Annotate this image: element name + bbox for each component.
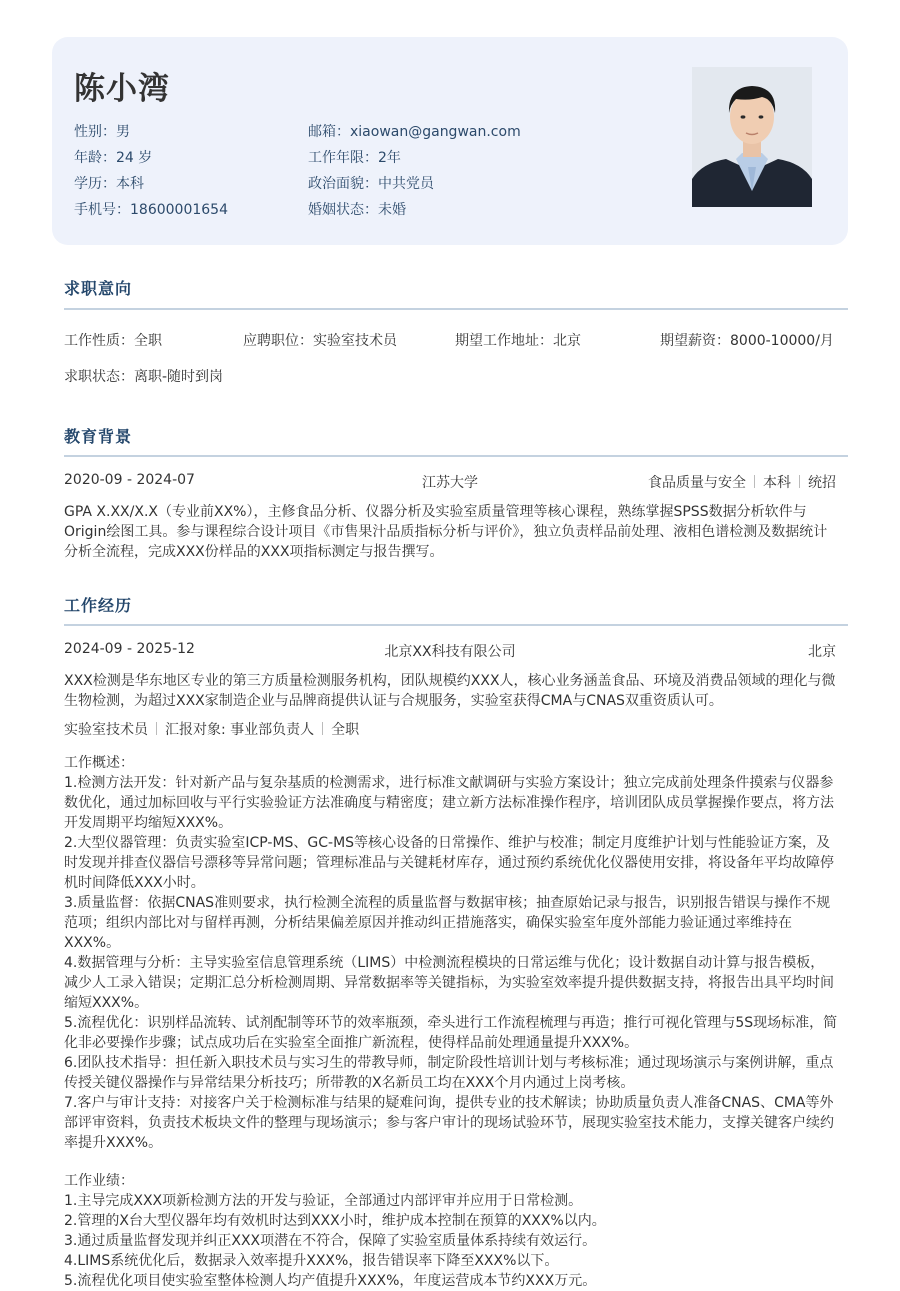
section-divider: [64, 624, 848, 626]
portrait-icon: [692, 67, 812, 207]
info-marital-status: 婚姻状态：未婚: [308, 202, 406, 218]
basic-info-right: [308, 119, 521, 223]
education-entry-header: [64, 472, 836, 492]
work-company: 北京XX科技有限公司: [384, 644, 516, 660]
work-report-to: 汇报对象: 事业部负责人: [165, 722, 315, 738]
intent-location: 期望工作地址：北京: [455, 333, 581, 349]
education-major: 食品质量与安全: [648, 475, 746, 491]
info-education: 学历：本科: [74, 176, 144, 192]
education-period: 2020-09 - 2024-07: [64, 472, 195, 488]
info-email: 邮箱：xiaowan@gangwan.com: [308, 124, 521, 140]
work-achievements: 工作业绩： 1.主导完成XXX项新检测方法的开发与验证，全部通过内部评审并应用于日常检测。 2.管理的X台大型仪器年均有效机时达到XXX小时，维护成本控制在预算的XXX%以内。 3.通过质量监督发现并纠正XXX项潜在不符合，保障了实验室质量体系持续有效运行。 4.LIMS系统优化后，数据录入效率提升XXX%，报告错误率下降至XXX%以下。 5.流程优化项目使实验室整体检测人均产值提升XXX%，年度运营成本节约XXX万元。: [64, 1171, 836, 1291]
intent-salary: 期望薪资：8000-10000/月: [660, 333, 834, 349]
work-city: 北京: [808, 644, 836, 660]
work-job-type: 全职: [331, 722, 360, 738]
work-role-tags: [64, 719, 359, 739]
work-role: 实验室技术员: [64, 722, 148, 738]
intent-work-type: 工作性质：全职: [64, 333, 162, 349]
work-period: 2024-09 - 2025-12: [64, 641, 195, 657]
basic-info-left: [74, 119, 228, 223]
section-title-work: 工作经历: [64, 596, 133, 615]
work-overview: 工作概述： 1.检测方法开发：针对新产品与复杂基质的检测需求，进行标准文献调研与实验方案设计；独立完成前处理条件摸索与仪器参 数优化，通过加标回收与平行实验验证方法准确度与精密度；建立新方法标准操作程序，培训团队成员掌握操作要点，将方法 开发周期平均缩短XXX%。 2.大型仪器管理：负责实验室ICP-MS、GC-MS等核心设备的日常操作、维护与校准；制定月度维护计划与性能验证方案，及 时发现并排查仪器信号漂移等异常问题；管理标准品与关键耗材库存，通过预约系统优化仪器使用安排，将设备年平均故障停 机时间降低XXX小时。 3.质量监督：依据CNAS准则要求，执行检测全流程的质量监督与数据审核；抽查原始记录与报告，识别报告错误与操作不规 范项；组织内部比对与留样再测，分析结果偏差原因并推动纠正措施落实，确保实验室年度外部能力验证通过率维持在 XXX%。 4.数据管理与分析：主导实验室信息管理系统（LIMS）中检测流程模块的日常运维与优化；设计数据自动计算与报告模板， 减少人工录入错误；定期汇总分析检测周期、异常数据率等关键指标，为实验室效率提升提供数据支持，将报告出具平均时间 缩短XXX%。 5.流程优化：识别样品流转、试剂配制等环节的效率瓶颈，牵头进行工作流程梳理与再造；推行可视化管理与5S现场标准，简 化非必要操作步骤；试点成功后在实验室全面推广新流程，使得样品前处理通量提升XXX%。 6.团队技术指导：担任新入职技术员与实习生的带教导师，制定阶段性培训计划与考核标准；通过现场演示与案例讲解，重点 传授关键仪器操作与异常结果分析技巧；所带教的X名新员工均在XXX个月内通过上岗考核。 7.客户与审计支持：对接客户关于检测标准与结果的疑难问询，提供专业的技术解读；协助质量负责人准备CNAS、CMA等外 部评审资料，负责技术板块文件的整理与现场演示；参与客户审计的现场试验环节，展现实验室技术能力，支撑关键客户续约 率提升XXX%。: [64, 755, 838, 1151]
profile-header: [52, 37, 848, 245]
overview-label: 工作概述：: [64, 755, 134, 771]
company-intro: XXX检测是华东地区专业的第三方质量检测服务机构，团队规模约XXX人，核心业务涵盖食品、环境及消费品领域的理化与微 生物检测，为超过XXX家制造企业与品牌商提供认证与合规服务，实验室获得CMA与CNAS双重资质认可。: [64, 673, 836, 709]
info-phone: 手机号：18600001654: [74, 202, 228, 218]
achievement-label: 工作业绩：: [64, 1173, 134, 1189]
education-degree: 本科: [763, 475, 791, 491]
education-description: GPA X.XX/X.X（专业前XX%），主修食品分析、仪器分析及实验室质量管理等核心课程，熟练掌握SPSS数据分析软件与 Origin绘图工具。参与课程综合设计项目《市售果汁品质指标分析与评价》，独立负责样品前处理、液相色谱检测及数据统计 分析全流程，完成XXX份样品的XXX项指标测定与报告撰写。: [64, 504, 828, 560]
work-entry-header: [64, 641, 836, 661]
separator: [754, 475, 755, 488]
section-title-education: 教育背景: [64, 427, 133, 446]
separator: [322, 722, 323, 735]
education-type: 统招: [808, 475, 836, 491]
profile-photo: [692, 67, 812, 207]
info-age: 年龄：24 岁: [74, 150, 153, 166]
education-school: 江苏大学: [422, 475, 478, 491]
separator: [799, 475, 800, 488]
info-gender: 性别：男: [74, 124, 130, 140]
candidate-name: 陈小湾: [74, 71, 170, 107]
section-divider: [64, 455, 848, 457]
section-title-intent: 求职意向: [64, 279, 133, 298]
intent-status: 求职状态：离职-随时到岗: [64, 369, 224, 385]
separator: [156, 722, 157, 735]
section-divider: [64, 308, 848, 310]
info-work-years: 工作年限：2年: [308, 150, 401, 166]
intent-position: 应聘职位：实验室技术员: [243, 333, 397, 349]
info-political-status: 政治面貌：中共党员: [308, 176, 434, 192]
education-meta: [648, 472, 836, 492]
